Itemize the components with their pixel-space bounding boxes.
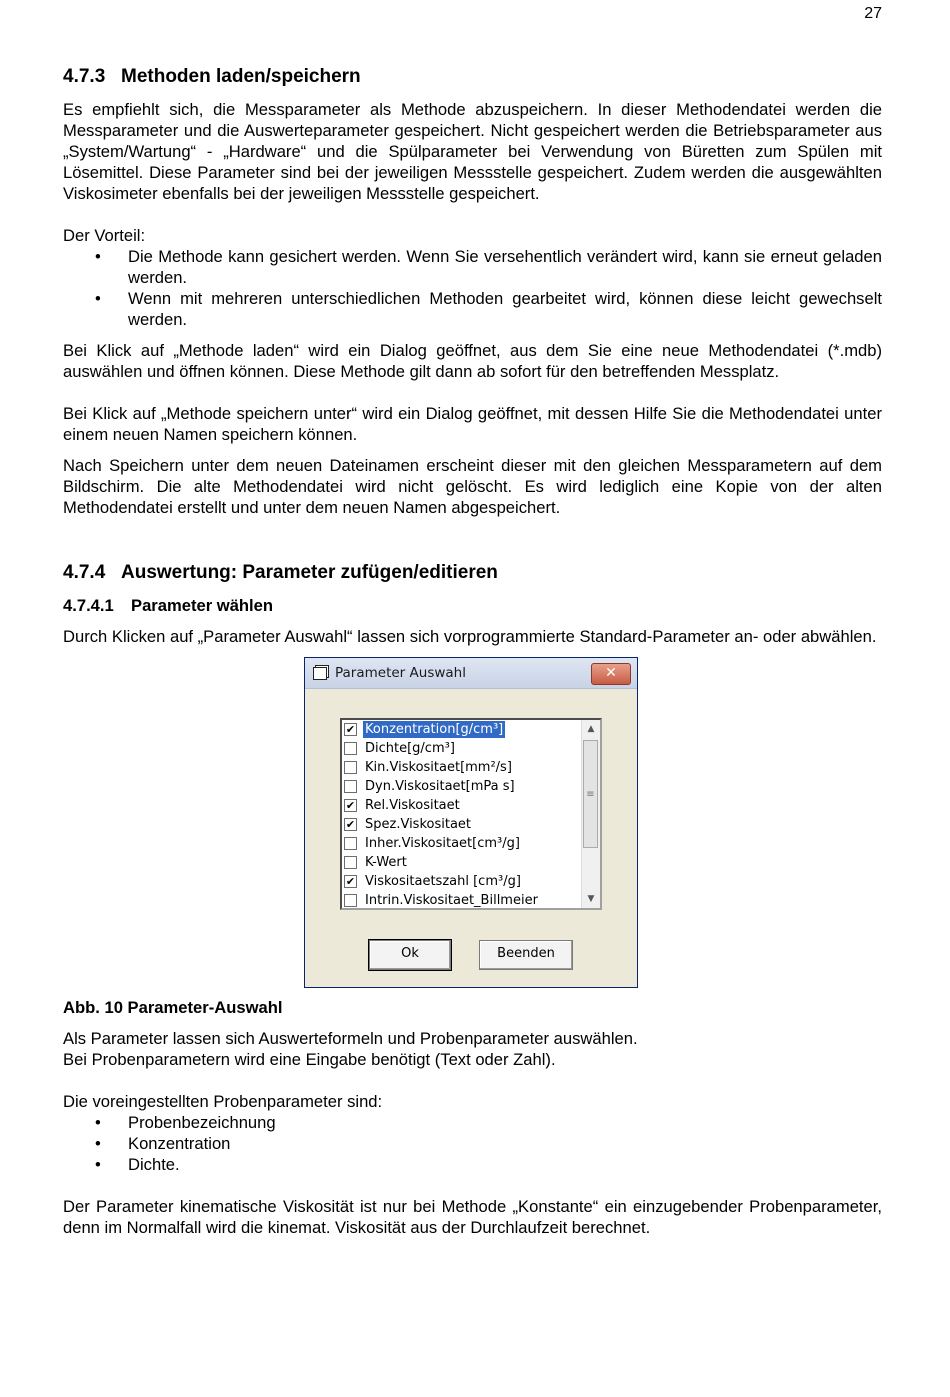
subsection-number: 4.7.4.1 (63, 596, 114, 615)
paragraph-methode-intro: Es empfiehlt sich, die Messparameter als Methode abzuspeichern. In dieser Methodendatei werden die Messparameter und die Auswerteparameter gespeichert. Nicht gespeichert werden die Betriebsparameter aus „System/Wartung“ - „Hardware“ und die Spülparameter bei Verwendung von Büretten zum Spülen mit Lösemittel. Diese Parameter sind bei der jeweiligen Messstelle gespeichert. Zudem werden die ausgewählten Viskosimeter ebenfalls bei der jeweiligen Messstelle gespeichert. (63, 100, 882, 203)
ok-button[interactable]: Ok (369, 940, 451, 970)
checkbox-unchecked[interactable] (344, 761, 357, 774)
figure-caption: Abb. 10 Parameter-Auswahl (63, 998, 283, 1017)
paragraph-methode-laden: Bei Klick auf „Methode laden“ wird ein Dialog geöffnet, aus dem Sie eine neue Methodendatei (*.mdb) auswählen und öffnen können. Diese Methode gilt dann ab sofort für den betreffenden Messplatz. (63, 341, 882, 381)
section-heading-4-7-3 (63, 64, 882, 90)
paragraph-methode-speichern: Bei Klick auf „Methode speichern unter“ wird ein Dialog geöffnet, mit dessen Hilfe Sie die Methodendatei unter einem neuen Namen speichern können. (63, 404, 882, 444)
paragraph-nach-speichern: Nach Speichern unter dem neuen Dateinamen erscheint dieser mit den gleichen Messparametern auf dem Bildschirm. Die alte Methodendatei wird nicht gelöscht. Es wird lediglich eine Kopie von der alten Methodendatei erstellt und unter dem neuen Namen abgespeichert. (63, 456, 882, 517)
checkbox-unchecked[interactable] (344, 894, 357, 907)
section-heading-4-7-4 (63, 560, 882, 586)
parameter-list-item[interactable] (342, 796, 582, 815)
close-button[interactable] (591, 663, 631, 685)
checkbox-unchecked[interactable] (344, 780, 357, 793)
section-number: 4.7.4 (63, 562, 106, 583)
parameter-label: K-Wert (365, 855, 407, 870)
subsection-title: Parameter wählen (131, 596, 274, 615)
section-title: Auswertung: Parameter zufügen/editieren (121, 562, 498, 583)
checkbox-checked[interactable]: ✔ (345, 723, 356, 736)
parameter-label: Intrin.Viskositaet_Billmeier (365, 893, 538, 908)
probenparameter-intro: Die voreingestellten Probenparameter sind: (63, 1092, 383, 1111)
parameter-list-item[interactable] (342, 720, 582, 739)
parameter-list-item[interactable] (342, 815, 582, 834)
scroll-thumb[interactable] (583, 740, 598, 848)
paragraph-parameter-auswahl: Durch Klicken auf „Parameter Auswahl“ lassen sich vorprogrammierte Standard-Parameter an- oder abwählen. (63, 627, 877, 646)
figure-parameter-auswahl (63, 657, 882, 997)
vorteil-list (63, 246, 882, 330)
section-title: Methoden laden/speichern (121, 66, 361, 87)
list-item: • Wenn mit mehreren unterschiedlichen Methoden gearbeitet wird, können diese leicht gewechselt werden. (63, 288, 882, 330)
list-item: • Probenbezeichnung (63, 1112, 882, 1133)
paragraph-auswerteformeln: Als Parameter lassen sich Auswerteformeln und Probenparameter auswählen. (63, 1029, 638, 1048)
parameter-label: Spez.Viskositaet (365, 817, 472, 832)
parameter-label: Viskositaetszahl [cm³/g] (365, 874, 521, 889)
parameter-label: Inher.Viskositaet[cm³/g] (365, 836, 520, 851)
parameter-label: Kin.Viskositaet[mm²/s] (365, 760, 512, 775)
document-body (63, 64, 882, 1238)
dialog-title: Parameter Auswahl (335, 664, 466, 681)
parameter-list-item[interactable] (342, 891, 582, 910)
parameter-listbox[interactable] (340, 718, 602, 910)
parameter-list (342, 720, 582, 910)
parameter-list-item[interactable] (342, 853, 582, 872)
list-item: • Dichte. (63, 1154, 882, 1175)
parameter-label: Konzentration[g/cm³] (365, 722, 504, 737)
checkbox-checked[interactable]: ✔ (345, 875, 356, 888)
list-item: • Die Methode kann gesichert werden. Wenn Sie versehentlich verändert wird, kann sie erneut geladen werden. (63, 246, 882, 288)
grip-icon: ≡ (586, 788, 595, 800)
parameter-list-item[interactable] (342, 777, 582, 796)
parameter-list-item[interactable] (342, 872, 582, 891)
checkbox-checked[interactable]: ✔ (345, 799, 356, 812)
scroll-up-icon[interactable]: ▲ (587, 724, 595, 734)
parameter-list-item[interactable] (342, 758, 582, 777)
paragraph-probenparameter: Bei Probenparametern wird eine Eingabe benötigt (Text oder Zahl). (63, 1050, 556, 1069)
parameter-label: Dichte[g/cm³] (365, 741, 455, 756)
parameter-list-item[interactable] (342, 834, 582, 853)
checkbox-checked[interactable]: ✔ (345, 818, 356, 831)
checkbox-unchecked[interactable] (344, 856, 357, 869)
probenparameter-list (63, 1112, 882, 1175)
parameter-auswahl-dialog (304, 657, 638, 988)
list-item: • Konzentration (63, 1133, 882, 1154)
parameter-label: Dyn.Viskositaet[mPa s] (365, 779, 515, 794)
parameter-label: Rel.Viskositaet (365, 798, 460, 813)
beenden-button[interactable]: Beenden (479, 940, 573, 970)
window-icon (313, 667, 327, 680)
dialog-titlebar[interactable] (305, 658, 637, 689)
close-icon: ✕ (605, 665, 617, 681)
paragraph-kinematische-viskositaet: Der Parameter kinematische Viskosität ist nur bei Methode „Konstante“ ein einzugebender Probenparameter, denn im Normalfall wird die kinemat. Viskosität aus der Durchlaufzeit berechnet. (63, 1197, 882, 1237)
scroll-down-icon[interactable]: ▼ (587, 894, 595, 904)
subsection-heading-4-7-4-1 (63, 595, 882, 616)
listbox-scrollbar[interactable] (581, 720, 600, 908)
page-number: 27 (864, 5, 882, 22)
vorteil-intro: Der Vorteil: (63, 226, 146, 245)
checkbox-unchecked[interactable] (344, 742, 357, 755)
parameter-list-item[interactable] (342, 739, 582, 758)
checkbox-unchecked[interactable] (344, 837, 357, 850)
section-number: 4.7.3 (63, 66, 106, 87)
